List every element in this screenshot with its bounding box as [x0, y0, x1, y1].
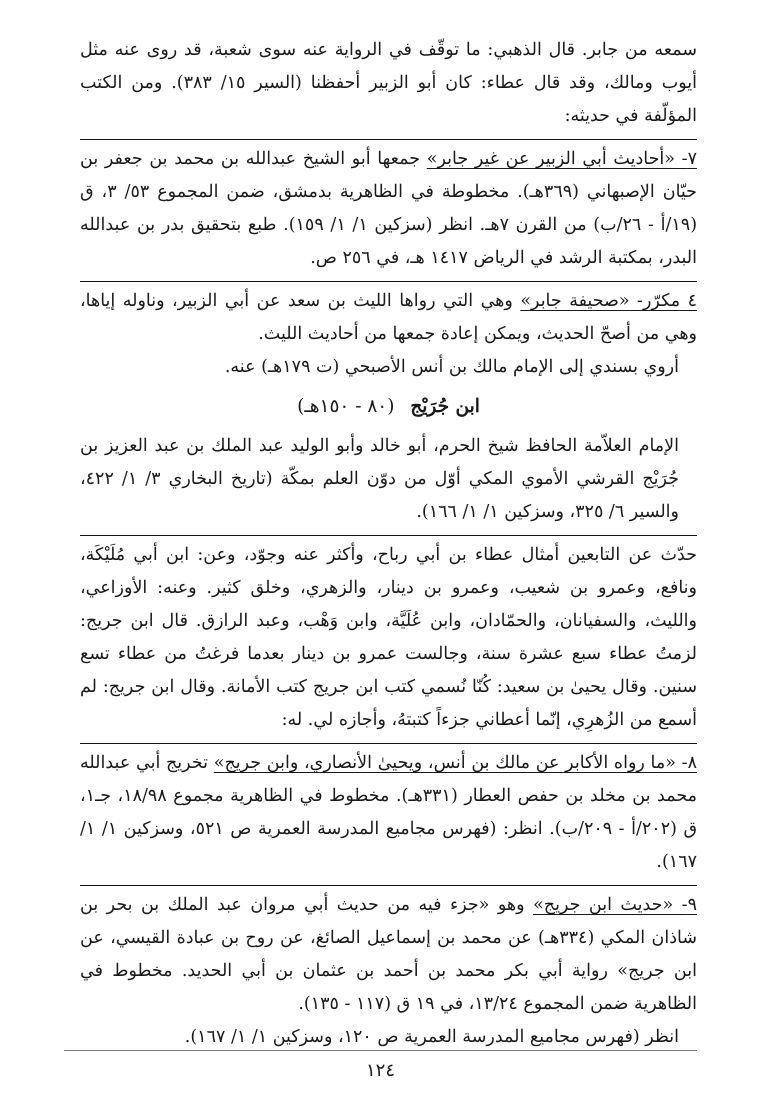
- entry-9-title: ٩- «حديث ابن جريج»: [533, 895, 697, 915]
- entry-7-ahadith-abi-zubayr: [80, 139, 697, 275]
- paragraph-ibn-jurayj-narrators: [80, 535, 697, 737]
- narrators-text: حدّث عن التابعين أمثال عطاء بن أبي رباح، وأكثر عنه وجوّد، وعن: ابن أبي مُلَيْكَة، ونافع، وعمرو بن شعيب، وعمرو بن دينار، والزهري، وخلق كثير. وعنه: الأوزاعي، والليث، والسفيانان، والحمّادان، وابن عُلَيَّة، وابن وَهْب، وعبد الرازق. قال ابن جريج: لزمتُ عطاء سبع عشرة سنة، وجالست عمرو بن دينار بعدما فرغتُ من عطاء تسع سنين. وقال يحيىٰ بن سعيد: كُنّا نُسمي كتب ابن جريج كتب الأمانة. وقال ابن جريج: لم أسمع من الزُهرِي، إنّما أعطاني جزءاً كتبتهُ، وأجازه لي. له:: [80, 545, 697, 730]
- paragraph-abu-zubayr-praise: سمعه من جابر. قال الذهبي: ما توقّف في الرواية عنه سوى شعبة، قد روى عنه مثل أيوب ومالك، وقد قال عطاء: كان أبو الزبير أحفظنا (السير ١٥/ ٣٨٣). ومن الكتب المؤلّفة في حديثه:: [80, 40, 697, 126]
- section-heading-dates: (٨٠ - ١٥٠هـ): [297, 396, 395, 417]
- entry-8-description: تخريج أبي عبدالله محمد بن مخلد بن حفص العطار (٣٣١هـ). مخطوط في الظاهرية مجموع ١٨/٩٨، جـ١، ق (٢٠٢/أ - ٢٠٩/ب). انظر: (فهرس مجاميع المدرسة العمرية ص ٥٢١، وسزكين ١/ ١/ ١٦٧).: [80, 753, 698, 872]
- entry-9-hadith-ibn-jurayj: [80, 885, 697, 1021]
- entry-8-title: ٨- «ما رواه الأكابر عن مالك بن أنس، ويحيىٰ الأنصاري، وابن جريج»: [213, 753, 697, 773]
- section-heading-ibn-jurayj: [80, 390, 697, 424]
- paragraph-reference-note: انظر (فهرس مجاميع المدرسة العمرية ص ١٢٠، وسزكين ١/ ١/ ١٦٧).: [184, 1027, 679, 1047]
- paragraph-sanad-malik: أروي بسندي إلى الإمام مالك بن أنس الأصبحي (ت ١٧٩هـ) عنه.: [224, 357, 679, 377]
- entry-4-description: وهي التي رواها الليث بن سعد عن أبي الزبير، وناوله إياها، وهي من أصحّ الحديث، ويمكن إعادة جمعها من أحاديث الليث.: [80, 291, 697, 344]
- entry-8-ma-rawahu-al-akabir: [80, 743, 697, 879]
- section-heading-name: ابن جُرَيْج: [410, 396, 480, 417]
- entry-7-title: ٧- «أحاديث أبي الزبير عن غير جابر»: [426, 149, 698, 169]
- entry-4-title: ٤ مكرّر- «صحيفة جابر»: [520, 291, 697, 311]
- paragraph-ibn-jurayj-intro: الإمام العلاّمة الحافظ شيخ الحرم، أبو خالد وأبو الوليد عبد الملك بن عبد العزيز بن جُرَيْج القرشي الأموي المكي أوّل من دوّن العلم بمكّة (تاريخ البخاري ٣/ ١/ ٤٢٢، والسير ٦/ ٣٢٥، وسزكين ١/ ١/ ١٦٦).: [80, 436, 679, 522]
- entry-4-sahifat-jabir: [80, 281, 697, 351]
- entry-9-description: وهو «جزء فيه من حديث أبي مروان عبد الملك بن بحر بن شاذان المكي (٣٣٤هـ) عن محمد بن إسماعيل الصائغ، عن روح بن عبادة القيسي، عن ابن جريج» رواية أبي بكر محمد بن أحمد بن عثمان بن أبي الحديد. مخطوط في الظاهرية ضمن المجموع ١٣/٢٤، في ١٩ ق (١١٧ - ١٣٥).: [80, 895, 697, 1014]
- page-number: ١٢٤: [0, 1060, 761, 1081]
- entry-7-description: جمعها أبو الشيخ عبدالله بن محمد بن جعفر بن حيّان الإصبهاني (٣٦٩هـ). مخطوطة في الظاهرية بدمشق، ضمن المجموع ٥٣/ ٣، ق (١٩/أ - ٢٦/ب) من القرن ٧هـ. انظر (سزكين ١/ ١/ ١٥٩). طبع بتحقيق بدر بن عبدالله البدر، بمكتبة الرشد في الرياض ١٤١٧ هـ، في ٢٥٦ ص.: [80, 149, 698, 268]
